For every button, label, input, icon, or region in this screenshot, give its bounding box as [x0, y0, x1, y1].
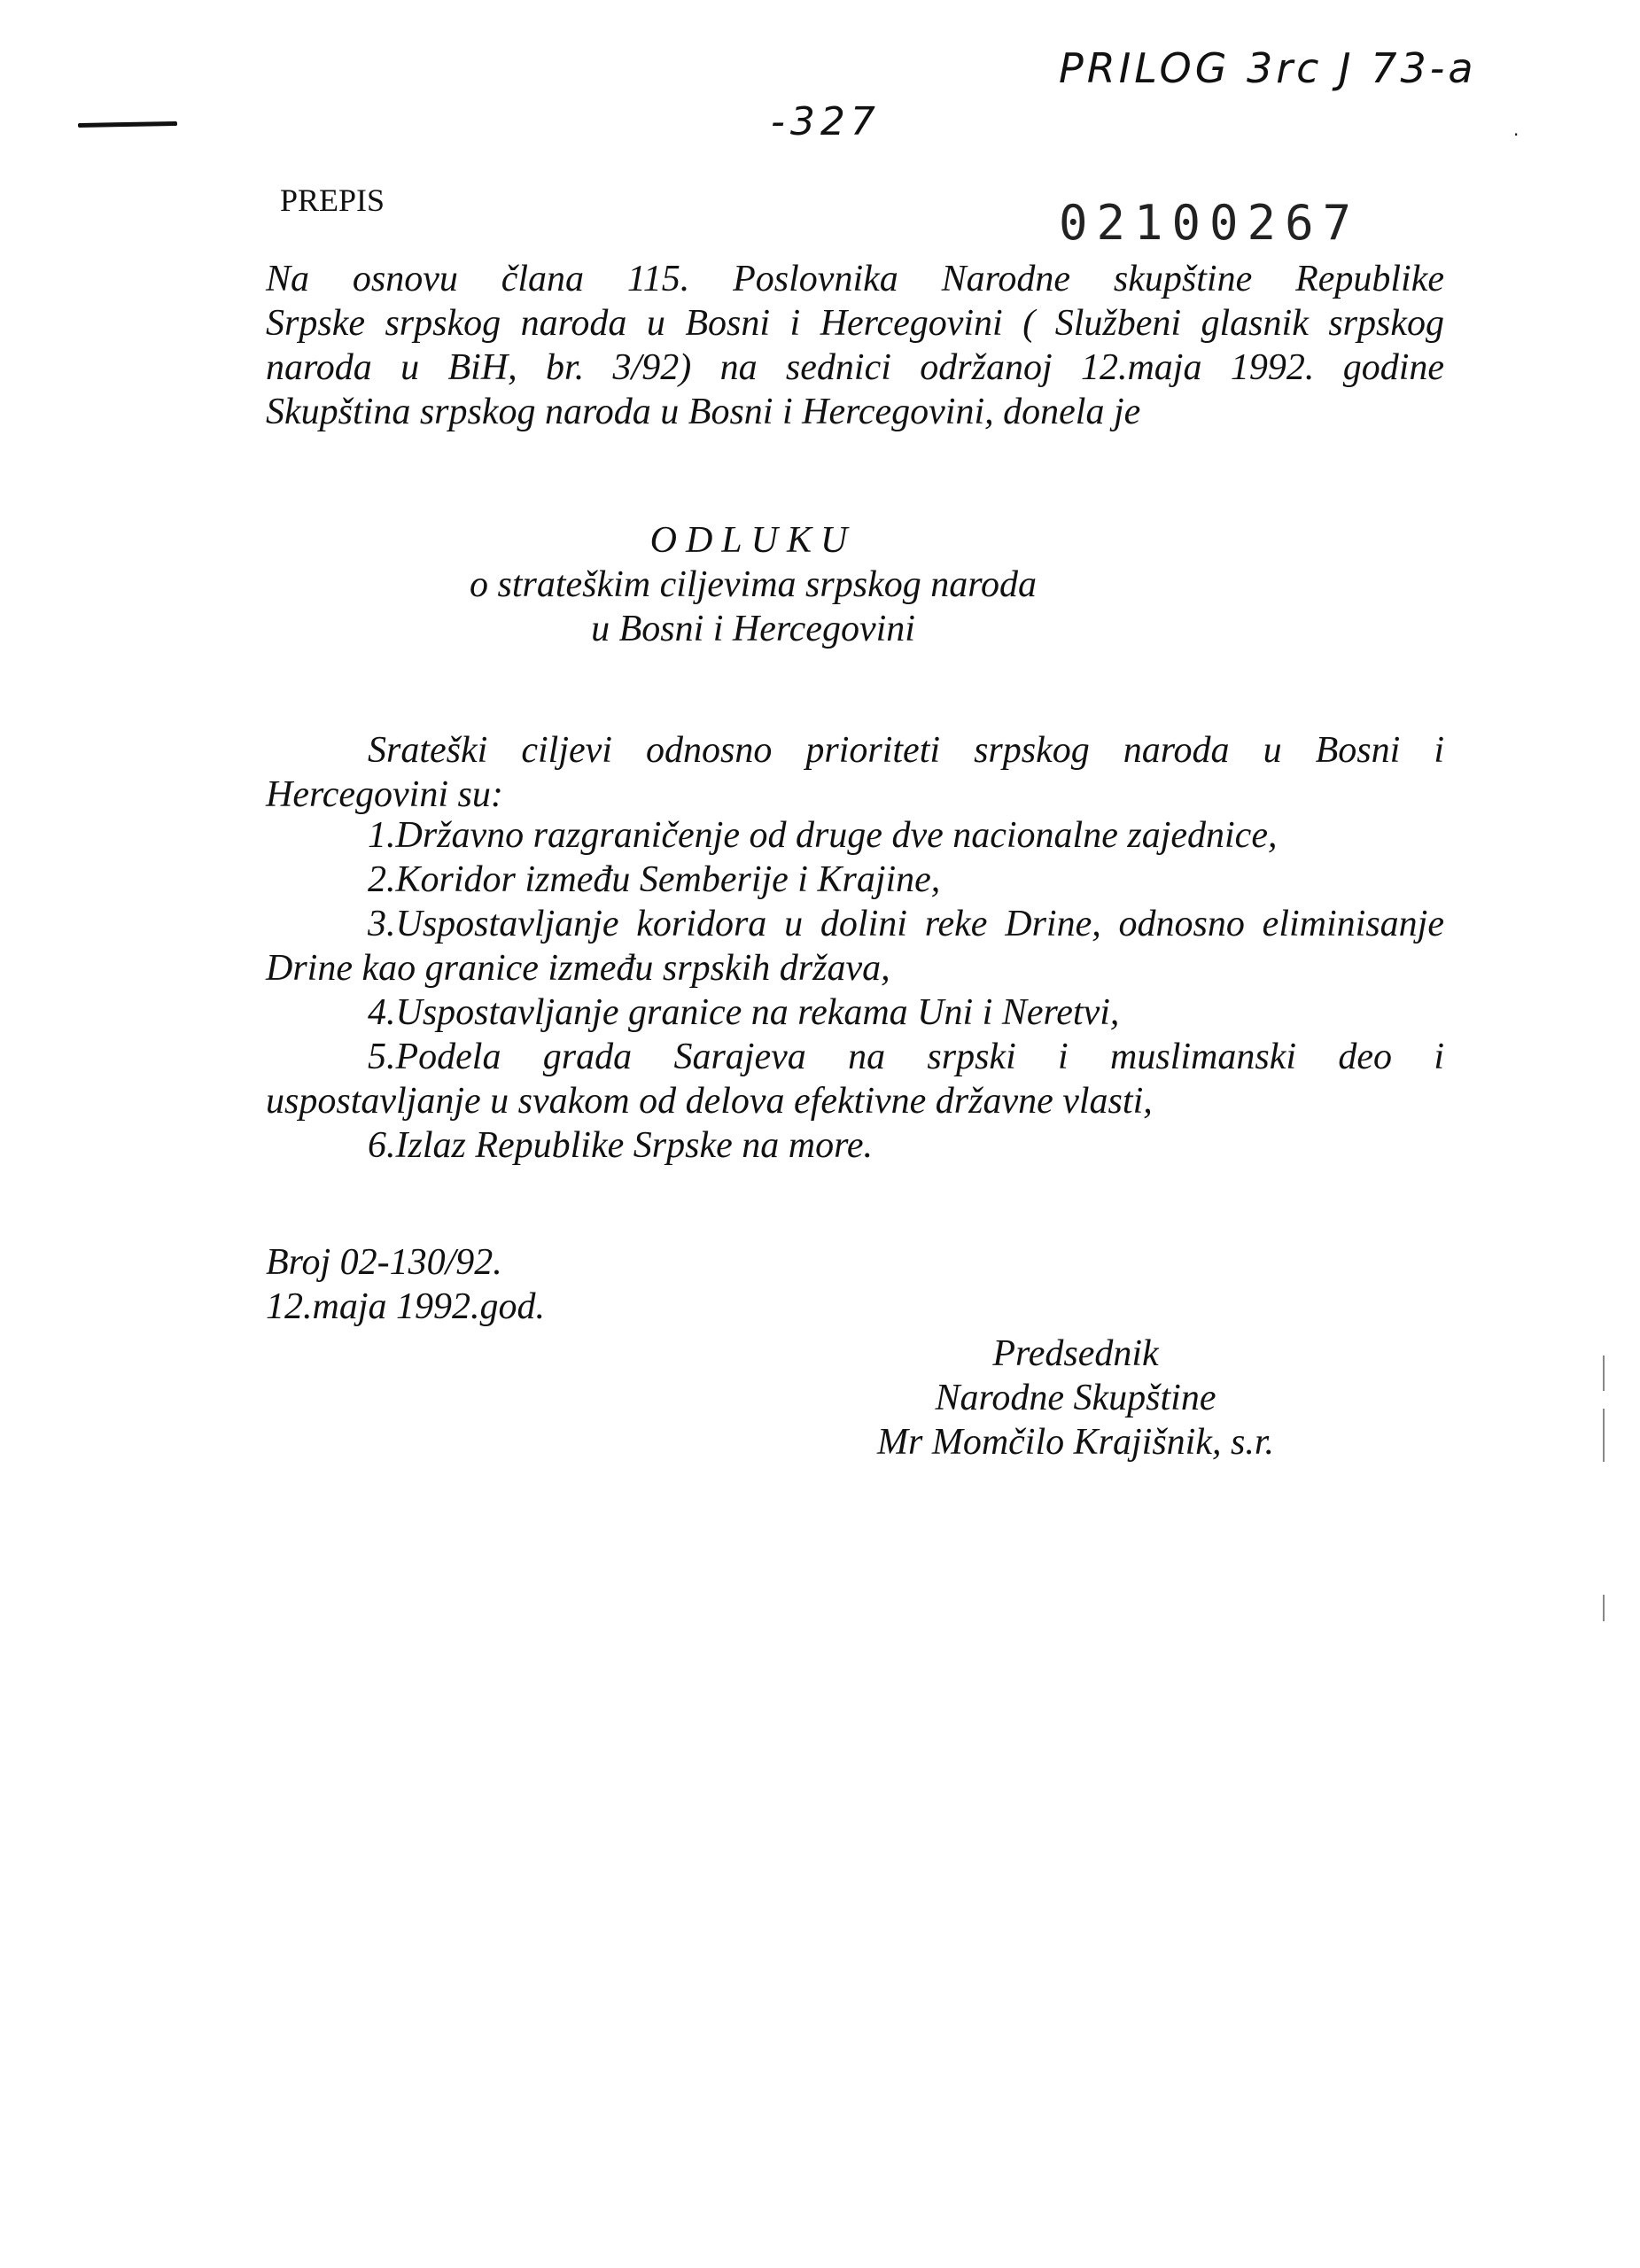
document-reference-block: [266, 1240, 545, 1329]
preamble-paragraph: [266, 257, 1444, 434]
list-item: 6.Izlaz Republike Srpske na more.: [368, 1125, 873, 1166]
list-item-continuation: Drine kao granice između srpskih država,: [266, 948, 890, 989]
list-item: 1.Državno razgraničenje od druge dve nacionalne zajednice,: [368, 815, 1278, 856]
document-date: 12.maja 1992.god.: [266, 1286, 545, 1327]
signature-block: [877, 1332, 1274, 1464]
list-item: 2.Koridor između Semberije i Krajine,: [368, 859, 941, 900]
decision-subtitle-line: u Bosni i Hercegovini: [591, 609, 915, 649]
handwritten-dash-mark: [78, 121, 177, 128]
prepis-label: PREPIS: [280, 183, 385, 218]
decision-heading: ODLUKU: [649, 520, 857, 561]
list-item: 4.Uspostavljanje granice na rekama Uni i Neretvi,: [368, 992, 1120, 1033]
signatory-body: Narodne Skupštine: [935, 1378, 1216, 1418]
goals-list: [266, 813, 1444, 1168]
signatory-name: Mr Momčilo Krajišnik, s.r.: [877, 1422, 1275, 1463]
goals-intro: [266, 728, 1444, 817]
scan-edge-mark: [1603, 1355, 1605, 1391]
handwritten-page-number: -327: [771, 99, 881, 144]
list-item: 3.Uspostavljanje koridora u dolini reke Drine, odnosno eliminisanje: [368, 904, 1444, 944]
stray-mark: ·: [1513, 124, 1520, 145]
preamble-line: Na osnovu člana 115. Poslovnika Narodne skupštine Republike: [266, 259, 1444, 299]
preamble-line: naroda u BiH, br. 3/92) na sednici održanoj 12.maja 1992. godine: [266, 347, 1444, 388]
scan-edge-mark: [1603, 1595, 1605, 1621]
document-number: Broj 02-130/92.: [266, 1242, 502, 1283]
document-number-stamp: 02100267: [1059, 195, 1361, 251]
list-item-continuation: uspostavljanje u svakom od delova efektivne državne vlasti,: [266, 1081, 1153, 1122]
goals-intro-line: Srateški ciljevi odnosno prioriteti srpskog naroda u Bosni i: [368, 730, 1444, 771]
preamble-line: Skupština srpskog naroda u Bosni i Hercegovini, donela je: [266, 392, 1141, 432]
handwritten-exhibit-reference: PRILOG 3rc J 73-a: [1059, 44, 1477, 92]
scan-edge-mark: [1603, 1409, 1605, 1462]
preamble-line: Srpske srpskog naroda u Bosni i Hercegovini ( Službeni glasnik srpskog: [266, 303, 1444, 344]
list-item: 5.Podela grada Sarajeva na srpski i muslimanski deo i: [368, 1037, 1444, 1077]
goals-intro-line: Hercegovini su:: [266, 774, 503, 815]
decision-title-block: [266, 518, 1240, 651]
signatory-title: Predsednik: [992, 1333, 1159, 1374]
decision-subtitle-line: o strateškim ciljevima srpskog naroda: [469, 564, 1038, 605]
